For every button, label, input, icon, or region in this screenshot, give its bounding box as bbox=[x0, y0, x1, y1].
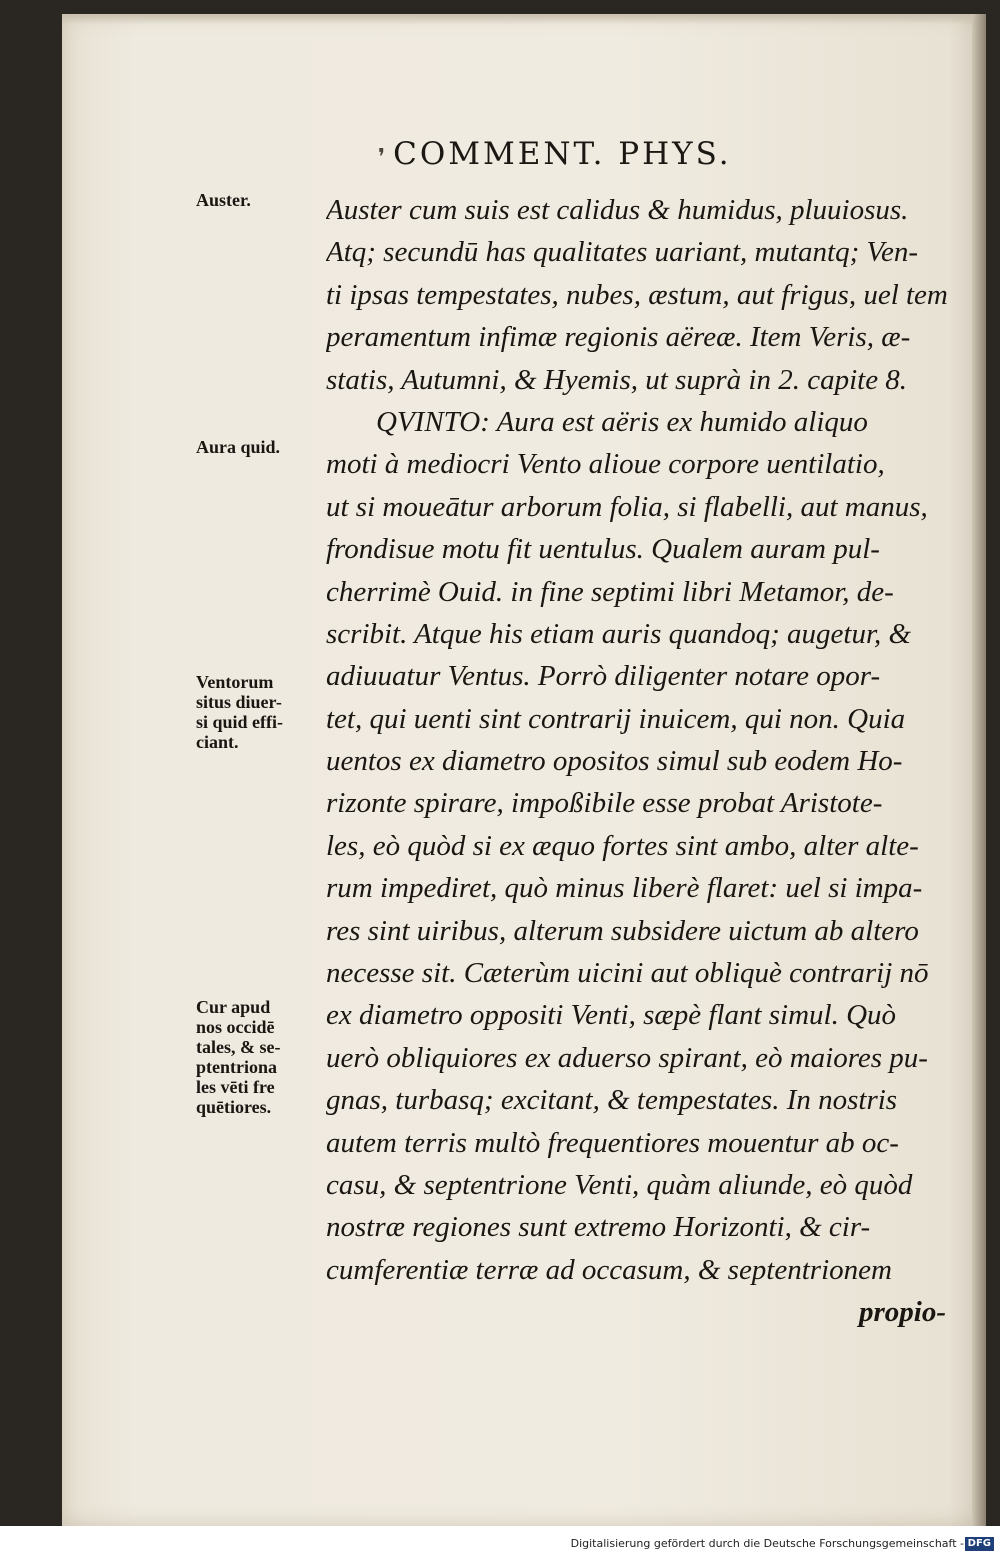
text-line: necesse sit. Cæterùm uicini aut obliquè contrarij nō bbox=[326, 957, 929, 990]
margin-note-line: ciant. bbox=[196, 732, 239, 752]
text-line: rizonte spirare, impoßibile esse probat Aristote- bbox=[326, 787, 883, 820]
running-header bbox=[378, 136, 858, 172]
dfg-logo: DFG bbox=[965, 1537, 994, 1551]
margin-note-line: si quid effi- bbox=[196, 712, 284, 732]
text-line: res sint uiribus, alterum subsidere uictum ab altero bbox=[326, 914, 919, 947]
running-title: COMMENT. PHYS. bbox=[393, 136, 732, 172]
margin-note-line: situs diuer- bbox=[196, 692, 282, 712]
margin-note-line: Auster. bbox=[196, 190, 251, 210]
page-top-edge bbox=[62, 14, 986, 24]
margin-note-line: Ventorum bbox=[196, 672, 274, 692]
margin-note-aura bbox=[196, 437, 328, 457]
text-line: gnas, turbasq; excitant, & tempestates. In nostris bbox=[326, 1084, 898, 1117]
text-line: QVINTO: Aura est aëris ex humido aliquo bbox=[376, 405, 868, 438]
text-line: les, eò quòd si ex æquo fortes sint ambo, alter alte- bbox=[326, 829, 919, 862]
text-line: moti à mediocri Vento alioue corpore uentilatio, bbox=[326, 448, 885, 481]
text-line: uentos ex diametro opositos simul sub eodem Ho- bbox=[326, 745, 903, 778]
margin-note-line: quētiores. bbox=[196, 1097, 272, 1117]
text-line: tet, qui uenti sint contrarij inuicem, qui non. Quia bbox=[326, 702, 906, 735]
text-line: peramentum infimæ regionis aëreæ. Item Veris, æ- bbox=[326, 321, 911, 354]
text-line: ti ipsas tempestates, nubes, æstum, aut frigus, uel tem bbox=[326, 278, 948, 311]
margin-note-ventorum bbox=[196, 672, 328, 752]
text-line: statis, Autumni, & Hyemis, ut suprà in 2. capite 8. bbox=[326, 363, 908, 396]
text-line: cherrimè Ouid. in fine septimi libri Metamor, de- bbox=[326, 575, 894, 608]
text-line: Atq; secundū has qualitates uariant, mutantq; Ven- bbox=[326, 236, 919, 269]
text-line: casu, & septentrione Venti, quàm aliunde, eò quòd bbox=[326, 1168, 913, 1201]
catchword: propio- bbox=[859, 1296, 946, 1329]
margin-note-auster bbox=[196, 190, 328, 210]
ornament-icon: ❜ bbox=[378, 145, 386, 170]
text-line: adiuuatur Ventus. Porrò diligenter notare opor- bbox=[326, 660, 881, 693]
margin-note-line: les vēti fre bbox=[196, 1077, 275, 1097]
margin-note-line: Cur apud bbox=[196, 997, 271, 1017]
text-line: scribit. Atque his etiam auris quandoq; augetur, & bbox=[326, 617, 912, 650]
text-line: ut si moueātur arborum folia, si flabelli, aut manus, bbox=[326, 490, 928, 523]
margin-note-line: tales, & se- bbox=[196, 1037, 281, 1057]
text-line: ex diametro oppositi Venti, sæpè flant simul. Quò bbox=[326, 999, 897, 1032]
text-line: autem terris multò frequentiores mouentur ab oc- bbox=[326, 1126, 899, 1159]
text-line: uerò obliquiores ex aduerso spirant, eò maiores pu- bbox=[326, 1041, 928, 1074]
text-line: nostræ regiones sunt extremo Horizonti, & cir- bbox=[326, 1211, 871, 1244]
footer-bar bbox=[0, 1526, 1000, 1558]
margin-note-line: Aura quid. bbox=[196, 437, 281, 457]
margin-note-line: nos occidē bbox=[196, 1017, 275, 1037]
main-text-block bbox=[326, 189, 976, 1334]
text-line: rum impediret, quò minus liberè flaret: uel si impa- bbox=[326, 872, 923, 905]
margin-note-line: ptentriona bbox=[196, 1057, 277, 1077]
margin-note-cur-apud bbox=[196, 997, 328, 1117]
funding-credit: Digitalisierung gefördert durch die Deutsche Forschungsgemeinschaft - bbox=[570, 1537, 964, 1550]
text-line: frondisue motu fit uentulus. Qualem auram pul- bbox=[326, 533, 880, 566]
text-line: Auster cum suis est calidus & humidus, pluuiosus. bbox=[326, 194, 909, 226]
text-line: cumferentiæ terræ ad occasum, & septentrionem bbox=[326, 1253, 892, 1286]
